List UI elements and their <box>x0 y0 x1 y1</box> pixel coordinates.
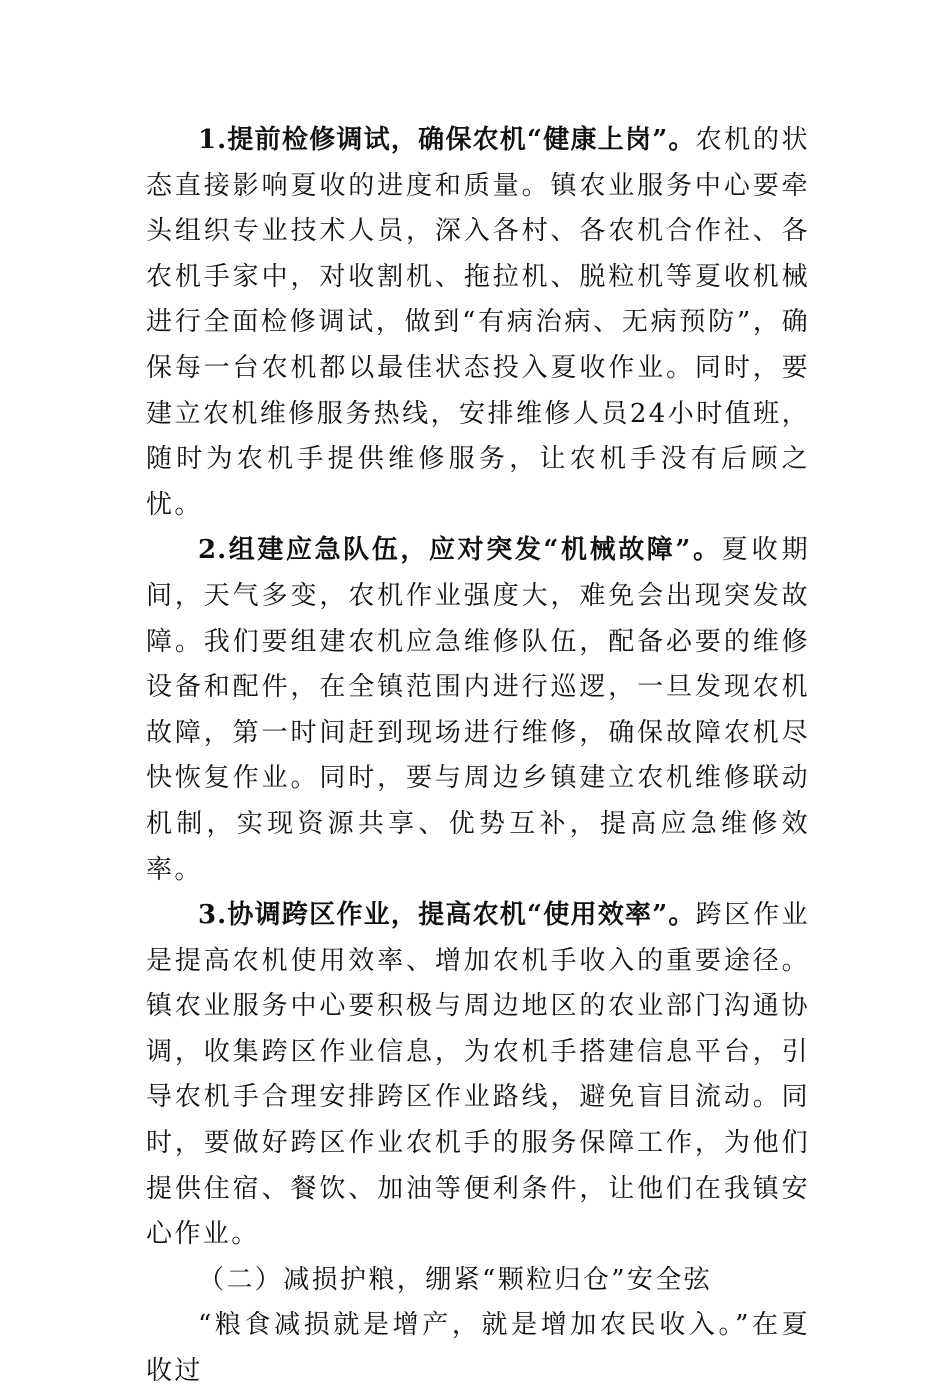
paragraph-2-lead: 2.组建应急队伍，应对突发“机械故障”。 <box>198 535 722 566</box>
paragraph-3-body: 跨区作业是提高农机使用效率、增加农机手收入的重要途径。镇农业服务中心要积极与周边地区的农业部门沟通协调，收集跨区作业信息，为农机手搭建信息平台，引导农机手合理安排跨区作业路线，避免盲目流动。同时，要做好跨区作业农机手的服务保障工作，为他们提供住宿、餐饮、加油等便利条件，让他们在我镇安心作业。 <box>146 900 810 1250</box>
document-body <box>146 118 810 1395</box>
paragraph-1-lead: 1.提前检修调试，确保农机“健康上岗”。 <box>198 125 696 155</box>
paragraph-1 <box>146 118 810 528</box>
paragraph-2 <box>146 528 810 893</box>
paragraph-3-lead: 3.协调跨区作业，提高农机“使用效率”。 <box>198 900 696 931</box>
paragraph-2-body: 夏收期间，天气多变，农机作业强度大，难免会出现突发故障。我们要组建农机应急维修队伍，配备必要的维修设备和配件，在全镇范围内进行巡逻，一旦发现农机故障，第一时间赶到现场进行维修，确保故障农机尽快恢复作业。同时，要与周边乡镇建立农机维修联动机制，实现资源共享、优势互补，提高应急维修效率。 <box>146 535 810 885</box>
paragraph-1-body: 农机的状态直接影响夏收的进度和质量。镇农业服务中心要牵头组织专业技术人员，深入各村、各农机合作社、各农机手家中，对收割机、拖拉机、脱粒机等夏收机械进行全面检修调试，做到“有病治病、无病预防”，确保每一台农机都以最佳状态投入夏收作业。同时，要建立农机维修服务热线，安排维修人员24小时值班，随时为农机手提供维修服务，让农机手没有后顾之忧。 <box>146 125 810 520</box>
closing-paragraph: “粮食减损就是增产，就是增加农民收入。”在夏收过 <box>146 1310 810 1387</box>
paragraph-3 <box>146 893 810 1258</box>
section-subheading: （二）减损护粮，绷紧“颗粒归仓”安全弦 <box>198 1264 713 1295</box>
